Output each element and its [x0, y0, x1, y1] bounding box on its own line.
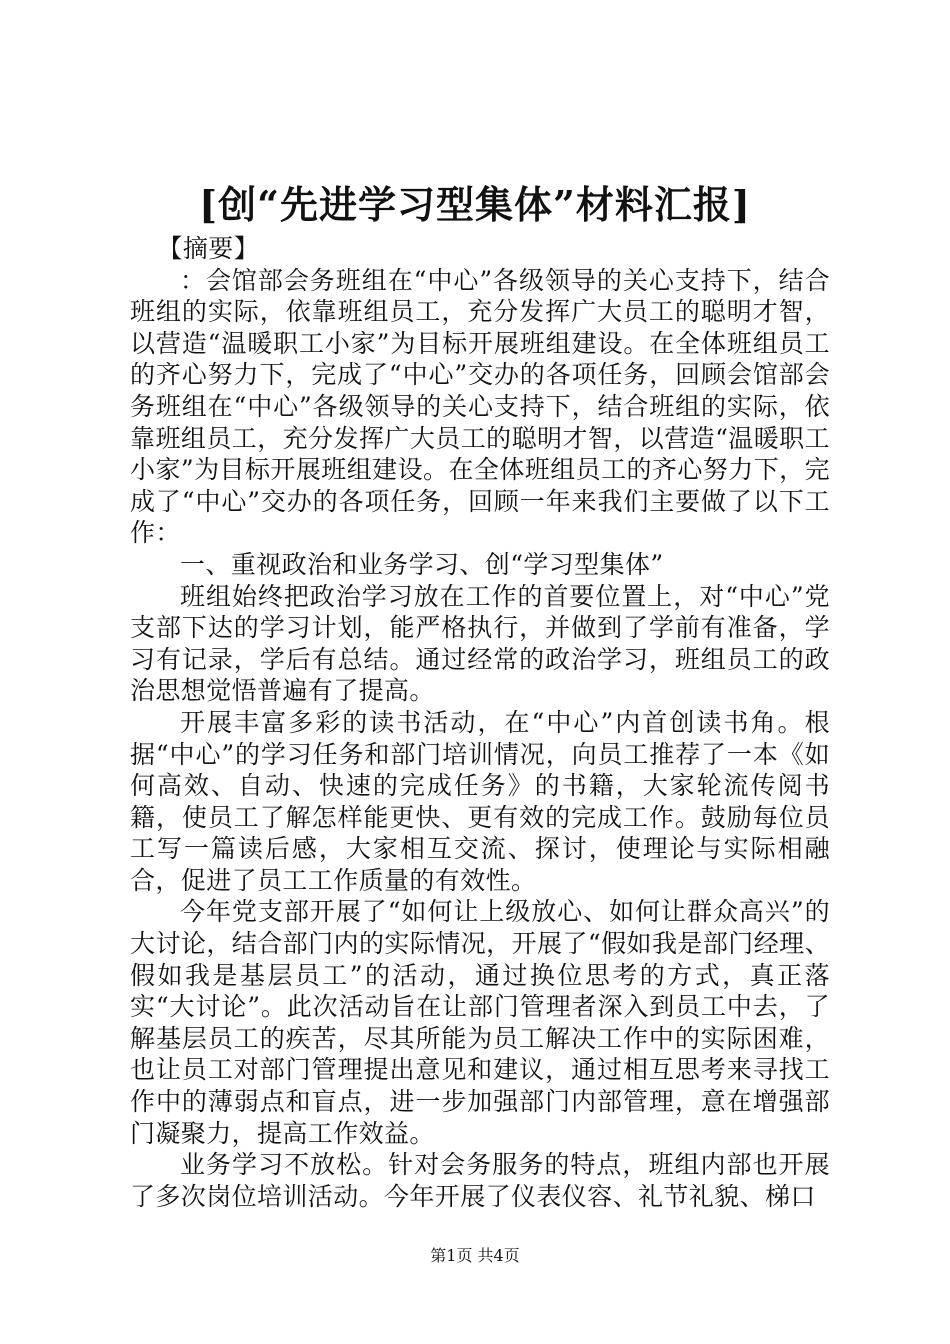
body-paragraph: 开展丰富多彩的读书活动，在“中心”内首创读书角。根据“中心”的学习任务和部门培训情况，向员工推荐了一本《如何高效、自动、快速的完成任务》的书籍，大家轮流传阅书籍，使员工了解怎样能更快、更有效的完成工作。鼓励每位员工写一篇读后感，大家相互交流、探讨，使理论与实际相融合，促进了员工工作质量的有效性。 — [130, 707, 830, 895]
document-body — [130, 233, 830, 1212]
document-title: [创“先进学习型集体”材料汇报] — [199, 182, 751, 227]
abstract-paragraph: ：会馆部会务班组在“中心”各级领导的关心支持下，结合班组的实际，依靠班组员工，充分发挥广大员工的聪明才智，以营造“温暖职工小家”为目标开展班组建设。在全体班组员工的齐心努力下，完成了“中心”交办的各项任务，回顾会馆部会务班组在“中心”各级领导的关心支持下，结合班组的实际，依靠班组员工，充分发挥广大员工的聪明才智，以营造“温暖职工小家”为目标开展班组建设。在全体班组员工的齐心努力下，完成了“中心”交办的各项任务，回顾一年来我们主要做了以下工作： — [130, 265, 830, 548]
section-heading: 一、重视政治和业务学习、创“学习型集体” — [180, 549, 664, 579]
page-number-footer: 第1页 共4页 — [430, 1246, 520, 1265]
body-paragraph: 今年党支部开展了“如何让上级放心、如何让群众高兴”的大讨论，结合部门内的实际情况，开展了“假如我是部门经理、假如我是基层员工”的活动，通过换位思考的方式，真正落实“大讨论”。此次活动旨在让部门管理者深入到员工中去，了解基层员工的疾苦，尽其所能为员工解决工作中的实际困难，也让员工对部门管理提出意见和建议，通过相互思考来寻找工作中的薄弱点和盲点，进一步加强部门内部管理，意在增强部门凝聚力，提高工作效益。 — [130, 897, 830, 1148]
body-paragraph: 班组始终把政治学习放在工作的首要位置上，对“中心”党支部下达的学习计划，能严格执行，并做到了学前有准备，学习有记录，学后有总结。通过经常的政治学习，班组员工的政治思想觉悟普遍有了提高。 — [130, 581, 830, 706]
body-paragraph: 业务学习不放松。针对会务服务的特点，班组内部也开展了多次岗位培训活动。今年开展了仪表仪容、礼节礼貌、梯口 — [130, 1150, 830, 1211]
abstract-label: 【摘要】 — [157, 234, 260, 263]
